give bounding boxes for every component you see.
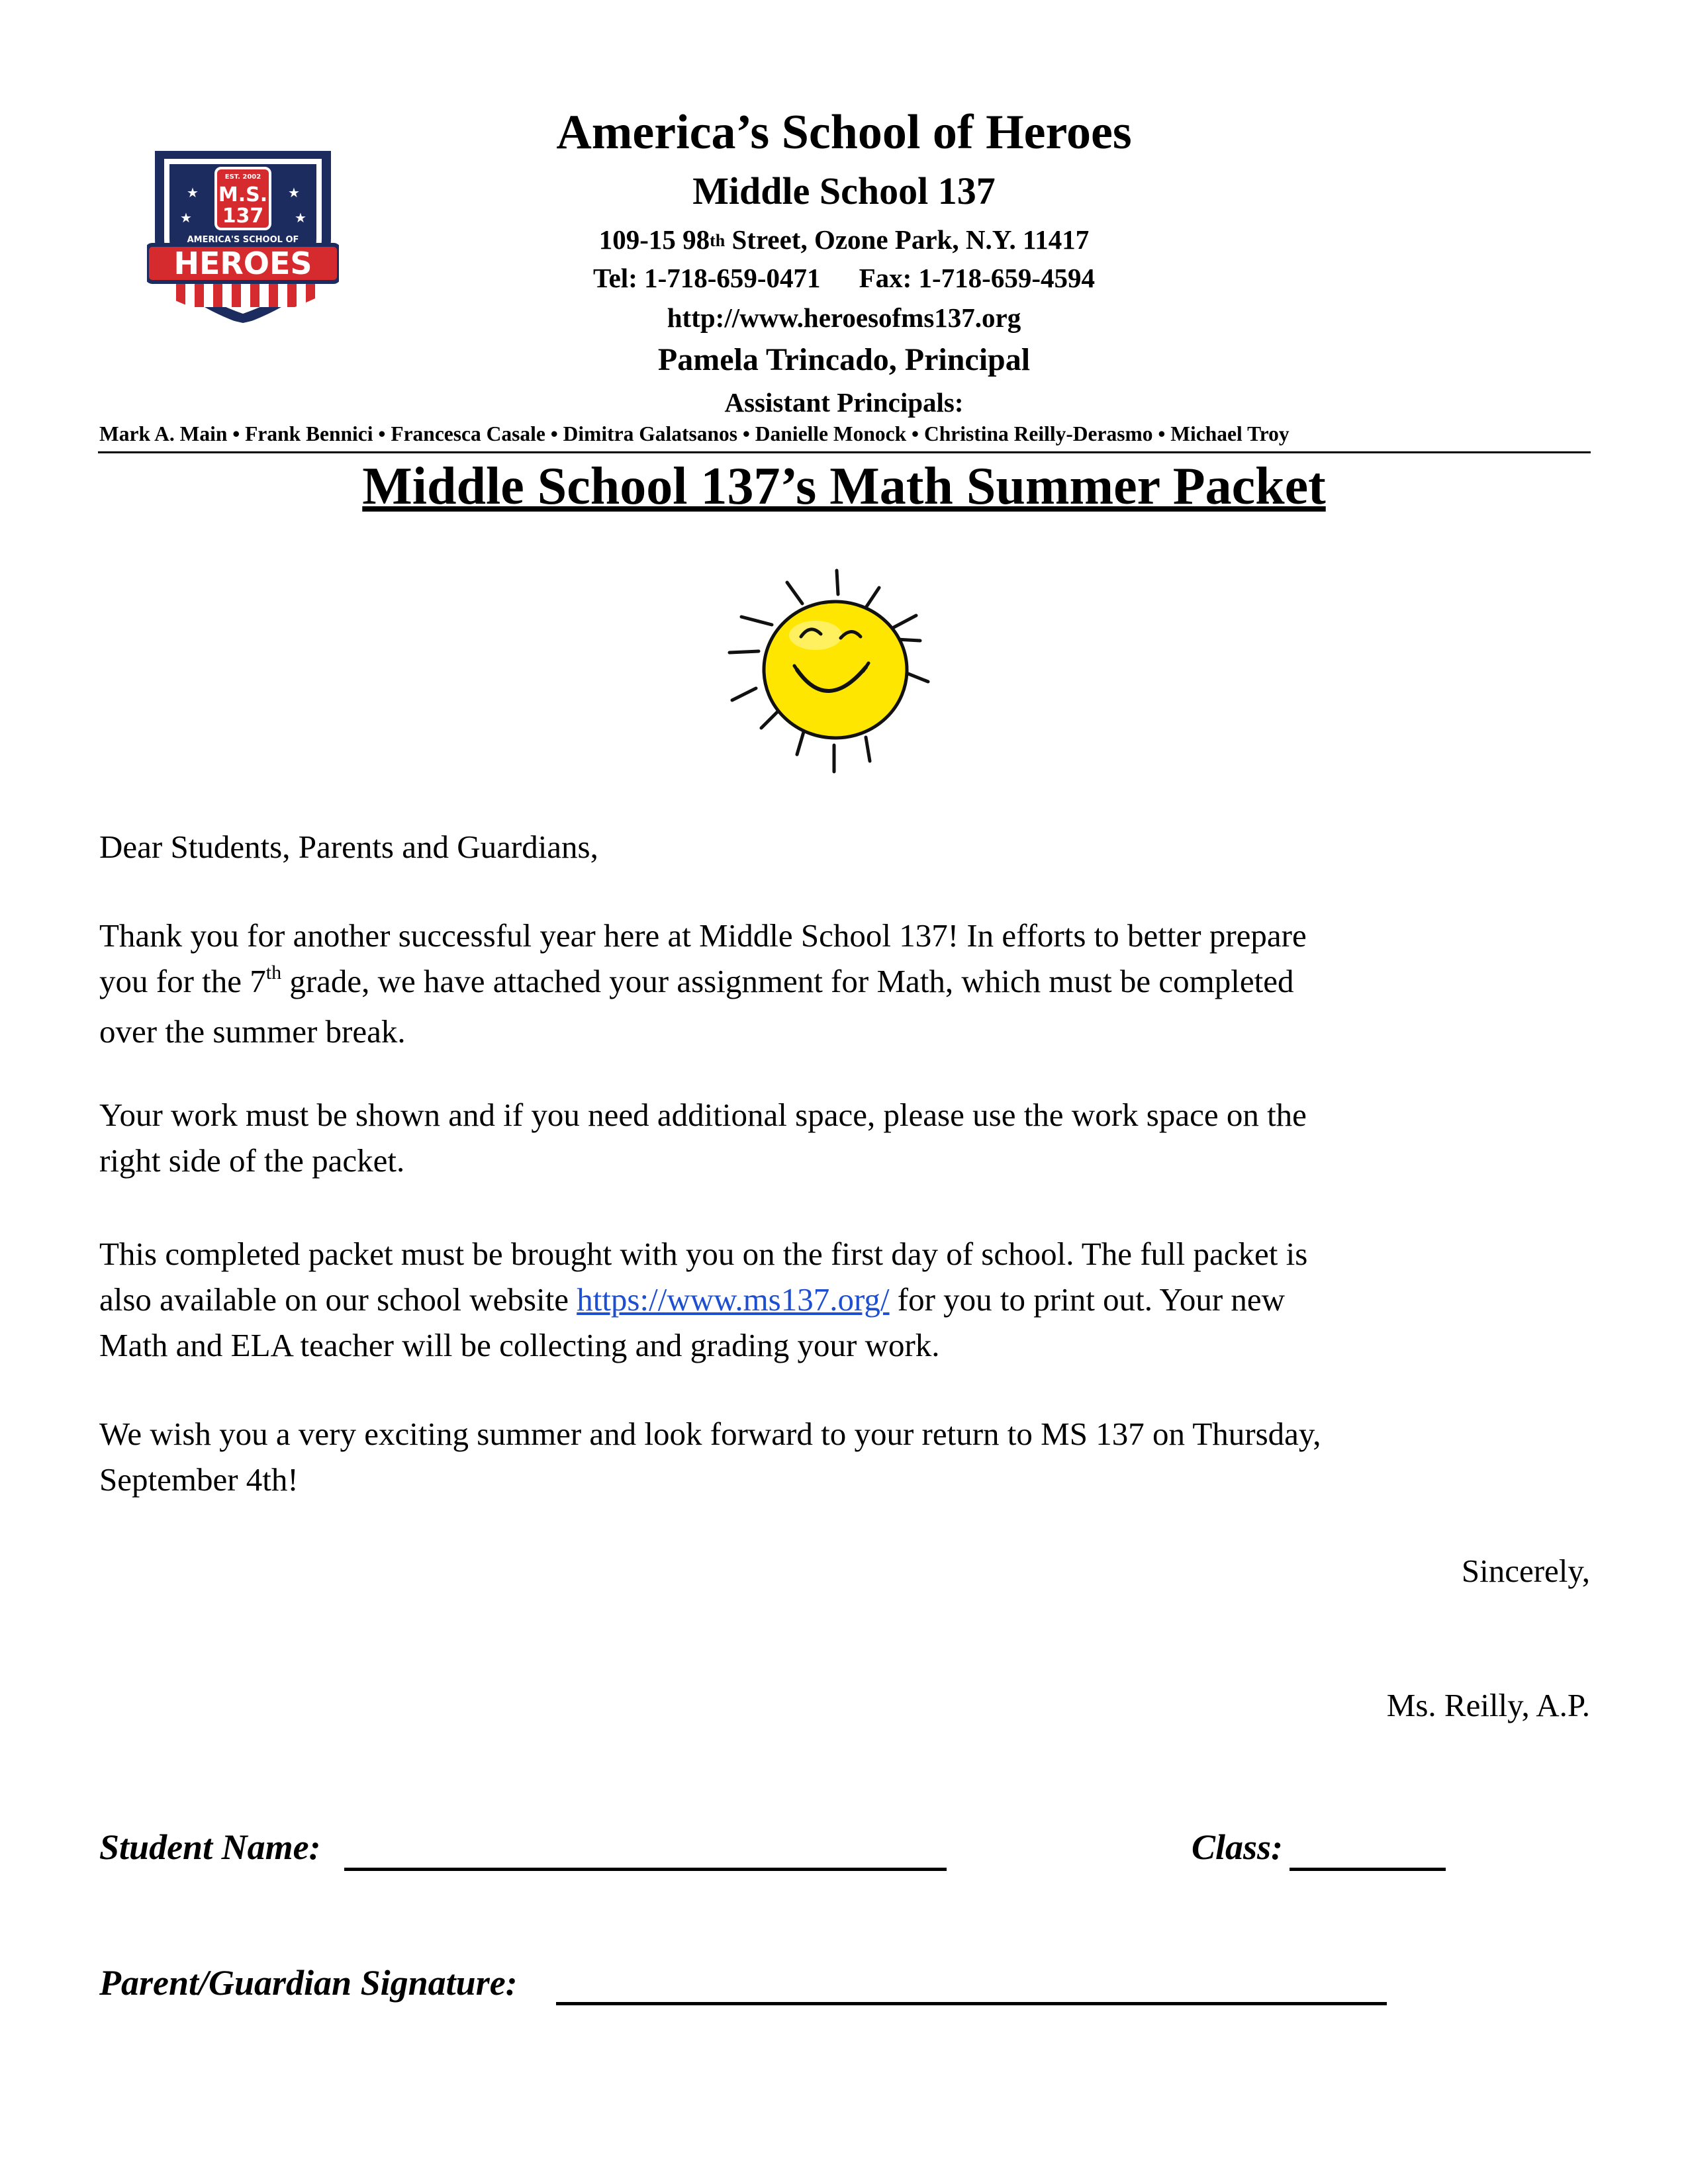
letter-signer: Ms. Reilly, A.P. <box>1386 1687 1590 1723</box>
letter-paragraph-3 <box>99 1231 1595 1368</box>
school-fax: Fax: 1-718-659-4594 <box>859 263 1095 293</box>
svg-text:★: ★ <box>180 210 192 226</box>
paragraph-line <box>99 1277 1595 1322</box>
svg-text:★: ★ <box>187 185 199 201</box>
student-name-field[interactable] <box>344 1868 947 1871</box>
page-title: Middle School 137’s Math Summer Packet <box>362 457 1326 516</box>
paragraph-line: Math and ELA teacher will be collecting and grading your work. <box>99 1327 940 1363</box>
principal-name: Pamela Trincado, Principal <box>657 342 1031 377</box>
paragraph-line <box>99 958 1595 1009</box>
text-fragment: you for the 7 <box>99 963 266 999</box>
paragraph-line: over the summer break. <box>99 1013 406 1050</box>
assistant-principals-list: Mark A. Main • Frank Bennici • Francesca Casale • Dimitra Galatsanos • Danielle Monock • Christina Reilly-Derasmo • Michael Troy <box>99 422 1289 445</box>
paragraph-line: This completed packet must be brought with you on the first day of school. The full packet is <box>99 1236 1308 1272</box>
paragraph-line: September 4th! <box>99 1461 299 1498</box>
letterhead-divider <box>98 451 1591 453</box>
school-website: http://www.heroesofms137.org <box>667 302 1021 333</box>
ordinal-suffix: th <box>265 962 282 983</box>
text-fragment: for you to print out. Your new <box>889 1281 1286 1318</box>
parent-signature-label: Parent/Guardian Signature: <box>99 1963 518 2003</box>
student-name-label: Student Name: <box>99 1827 321 1867</box>
school-website-link[interactable]: https://www.ms137.org/ <box>577 1281 890 1318</box>
letter-paragraph-4 <box>99 1411 1595 1502</box>
parent-signature-field[interactable] <box>556 2002 1387 2005</box>
text-fragment: grade, we have attached your assignment for Math, which must be completed <box>281 963 1294 999</box>
address-rest: Street, Ozone Park, N.Y. 11417 <box>725 224 1090 255</box>
paragraph-line: Your work must be shown and if you need additional space, please use the work space on the <box>99 1097 1307 1133</box>
letter-paragraph-2 <box>99 1092 1595 1183</box>
text-fragment: also available on our school website <box>99 1281 577 1318</box>
school-tel: Tel: 1-718-659-0471 <box>593 263 821 293</box>
letter-greeting <box>99 824 1595 870</box>
logo-est-text: EST. 2002 <box>224 173 261 181</box>
paragraph-line: Thank you for another successful year here at Middle School 137! In efforts to better prepare <box>99 917 1307 954</box>
letter-closing: Sincerely, <box>1461 1553 1590 1589</box>
address-street-number: 109-15 98 <box>598 224 710 255</box>
greeting-line: Dear Students, Parents and Guardians, <box>99 829 598 865</box>
school-subtitle: Middle School 137 <box>692 169 996 212</box>
school-address <box>0 224 1688 255</box>
letter-paragraph-1 <box>99 913 1595 1054</box>
school-phones <box>0 262 1688 294</box>
assistant-principals-label: Assistant Principals: <box>724 387 964 418</box>
logo-ms-text: M.S. <box>218 183 268 206</box>
class-field[interactable] <box>1289 1868 1446 1871</box>
logo-word-text: HEROES <box>173 246 312 281</box>
logo-banner-text: AMERICA'S SCHOOL OF <box>187 235 299 245</box>
class-label: Class: <box>1192 1827 1284 1867</box>
school-name: America’s School of Heroes <box>556 105 1132 159</box>
address-ordinal: th <box>710 231 726 250</box>
paragraph-line: right side of the packet. <box>99 1142 405 1179</box>
sun-icon <box>710 556 988 781</box>
paragraph-line: We wish you a very exciting summer and look forward to your return to MS 137 on Thursday, <box>99 1416 1321 1452</box>
logo-number-text: 137 <box>222 205 264 228</box>
svg-text:★: ★ <box>295 210 306 226</box>
svg-text:★: ★ <box>288 185 300 201</box>
